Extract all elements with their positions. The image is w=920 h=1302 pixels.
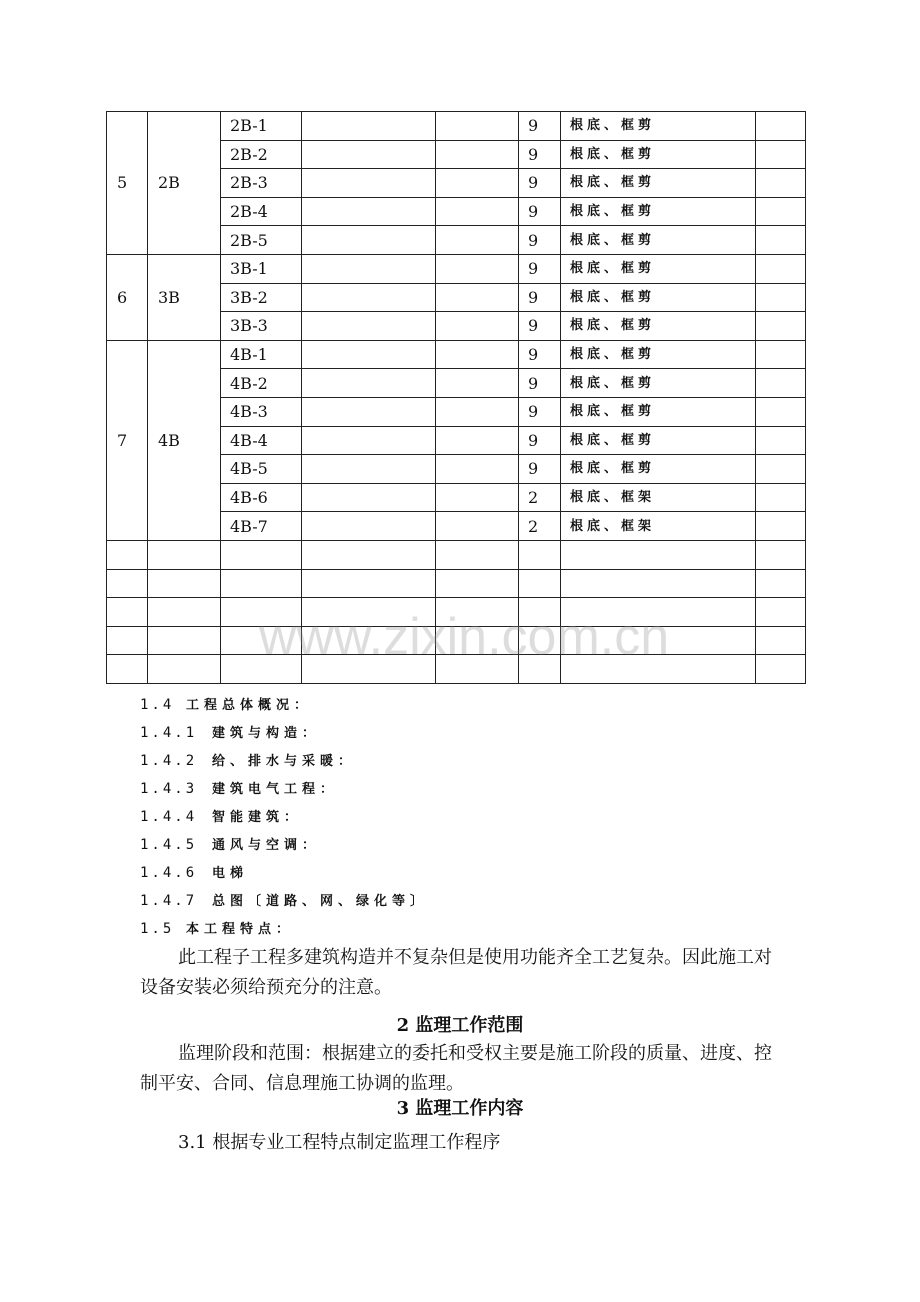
heading-content: 3 监理工作内容 [396,1098,524,1119]
empty-cell [436,626,519,655]
empty-cell [519,540,561,569]
floor-count-cell: 9 [519,197,561,226]
paragraph-procedure [140,1128,785,1158]
group-number-cell: 5 [107,112,148,255]
floor-count-cell: 9 [519,112,561,141]
empty-cell [519,655,561,684]
empty-cell [756,397,806,426]
unit-id-cell: 4B-1 [221,340,302,369]
empty-cell [302,426,436,455]
empty-cell [561,655,756,684]
floor-count-cell: 2 [519,512,561,541]
unit-id-cell: 2B-3 [221,169,302,198]
empty-cell [756,169,806,198]
empty-cell [302,569,436,598]
empty-cell [436,140,519,169]
empty-cell [756,483,806,512]
empty-table-row [107,598,806,627]
structure-type-cell: 根底、框剪 [561,169,756,198]
empty-cell [221,569,302,598]
outline-text: 智能建筑： [212,810,303,825]
outline-text: 建筑电气工程： [212,782,339,797]
empty-cell [436,598,519,627]
outline-number: 1.4.4 [140,809,198,825]
empty-cell [221,598,302,627]
structure-type-cell: 根底、框架 [561,483,756,512]
empty-cell [302,369,436,398]
empty-cell [107,598,148,627]
empty-cell [107,540,148,569]
empty-cell [148,655,221,684]
outline-item [140,831,428,859]
empty-cell [561,626,756,655]
structure-type-cell: 根底、框剪 [561,340,756,369]
empty-cell [436,312,519,341]
group-zone-cell: 3B [148,254,221,340]
section-outline [140,691,428,943]
structure-type-cell: 根底、框架 [561,512,756,541]
unit-id-cell: 4B-7 [221,512,302,541]
structure-type-cell: 根底、框剪 [561,140,756,169]
outline-number: 1.5 [140,921,175,937]
structure-type-cell: 根底、框剪 [561,369,756,398]
empty-cell [302,655,436,684]
structure-type-cell: 根底、框剪 [561,283,756,312]
empty-cell [561,598,756,627]
empty-cell [756,226,806,255]
empty-cell [302,512,436,541]
empty-cell [436,397,519,426]
empty-cell [302,340,436,369]
empty-table-row [107,655,806,684]
floor-count-cell: 9 [519,397,561,426]
empty-cell [519,626,561,655]
outline-text: 电梯 [212,866,249,881]
unit-id-cell: 4B-5 [221,455,302,484]
unit-id-cell: 3B-2 [221,283,302,312]
empty-cell [756,197,806,226]
empty-cell [302,226,436,255]
group-zone-cell: 4B [148,340,221,540]
unit-id-cell: 4B-4 [221,426,302,455]
empty-cell [756,283,806,312]
group-number-cell: 6 [107,254,148,340]
unit-id-cell: 2B-2 [221,140,302,169]
empty-cell [436,455,519,484]
paragraph-text: 3.1 根据专业工程特点制定监理工作程序 [178,1132,501,1153]
outline-number: 1.4.2 [140,753,198,769]
empty-cell [302,397,436,426]
structure-type-cell: 根底、框剪 [561,226,756,255]
watermark: www.zixin.com.cn [258,608,670,666]
empty-cell [756,569,806,598]
outline-number: 1.4.3 [140,781,198,797]
empty-cell [756,598,806,627]
empty-cell [302,197,436,226]
heading-scope: 2 监理工作范围 [396,1015,524,1036]
empty-cell [756,112,806,141]
structure-type-cell: 根底、框剪 [561,112,756,141]
floor-count-cell: 9 [519,169,561,198]
empty-cell [756,655,806,684]
structure-type-cell: 根底、框剪 [561,426,756,455]
structure-type-cell: 根底、框剪 [561,455,756,484]
empty-cell [436,197,519,226]
empty-cell [756,540,806,569]
floor-count-cell: 9 [519,455,561,484]
empty-table-row [107,569,806,598]
empty-cell [561,540,756,569]
empty-cell [436,483,519,512]
empty-cell [148,598,221,627]
outline-text: 通风与空调： [212,838,321,853]
empty-cell [436,254,519,283]
unit-id-cell: 4B-6 [221,483,302,512]
floor-count-cell: 9 [519,254,561,283]
table-row [107,112,806,141]
outline-item [140,859,428,887]
empty-cell [436,226,519,255]
paragraph-text: 监理阶段和范围：根据建立的委托和受权主要是施工阶段的质量、进度、控制平安、合同、信息理施工协调的监理。 [140,1043,772,1094]
empty-cell [756,512,806,541]
paragraph-project-features [140,943,785,1003]
empty-cell [436,655,519,684]
empty-cell [756,312,806,341]
unit-id-cell: 4B-3 [221,397,302,426]
empty-cell [302,626,436,655]
unit-table [106,111,806,684]
empty-cell [302,540,436,569]
empty-cell [436,569,519,598]
floor-count-cell: 9 [519,426,561,455]
empty-cell [302,312,436,341]
empty-cell [221,626,302,655]
empty-cell [436,369,519,398]
empty-cell [436,169,519,198]
outline-text: 工程总体概况： [186,698,313,713]
structure-type-cell: 根底、框剪 [561,397,756,426]
outline-number: 1.4.1 [140,725,198,741]
outline-text: 建筑与构造： [212,726,321,741]
paragraph-text: 此工程子工程多建筑构造并不复杂但是使用功能齐全工艺复杂。因此施工对设备安装必须给预充分的注意。 [140,947,772,998]
outline-item [140,775,428,803]
unit-id-cell: 2B-1 [221,112,302,141]
empty-cell [756,254,806,283]
outline-item [140,915,428,943]
table-row [107,340,806,369]
empty-cell [107,569,148,598]
empty-cell [302,140,436,169]
empty-cell [756,426,806,455]
outline-number: 1.4 [140,697,175,713]
outline-number: 1.4.5 [140,837,198,853]
outline-number: 1.4.6 [140,865,198,881]
empty-cell [756,626,806,655]
outline-text: 本工程特点： [186,922,295,937]
outline-number: 1.4.7 [140,893,198,909]
empty-cell [436,340,519,369]
unit-id-cell: 3B-1 [221,254,302,283]
empty-cell [221,540,302,569]
structure-type-cell: 根底、框剪 [561,312,756,341]
floor-count-cell: 9 [519,312,561,341]
empty-cell [436,426,519,455]
outline-item [140,803,428,831]
empty-cell [302,283,436,312]
empty-cell [302,169,436,198]
outline-text: 给、排水与采暖： [212,754,357,769]
empty-cell [148,626,221,655]
outline-text: 总图〔道路、网、绿化等〕 [212,894,429,909]
empty-cell [107,626,148,655]
empty-cell [519,569,561,598]
empty-table-row [107,626,806,655]
empty-cell [561,569,756,598]
empty-table-row [107,540,806,569]
paragraph-scope [140,1039,785,1099]
outline-item [140,691,428,719]
empty-cell [436,283,519,312]
empty-cell [756,369,806,398]
empty-cell [302,254,436,283]
empty-cell [436,112,519,141]
unit-id-cell: 3B-3 [221,312,302,341]
floor-count-cell: 9 [519,140,561,169]
floor-count-cell: 9 [519,340,561,369]
table-row [107,254,806,283]
unit-id-cell: 4B-2 [221,369,302,398]
empty-cell [519,598,561,627]
empty-cell [148,540,221,569]
empty-cell [302,598,436,627]
unit-id-cell: 2B-5 [221,226,302,255]
unit-id-cell: 2B-4 [221,197,302,226]
group-number-cell: 7 [107,340,148,540]
floor-count-cell: 9 [519,369,561,398]
empty-cell [302,455,436,484]
outline-item [140,747,428,775]
empty-cell [302,112,436,141]
floor-count-cell: 2 [519,483,561,512]
empty-cell [148,569,221,598]
floor-count-cell: 9 [519,226,561,255]
empty-cell [436,512,519,541]
empty-cell [302,483,436,512]
empty-cell [221,655,302,684]
empty-cell [756,340,806,369]
empty-cell [436,540,519,569]
floor-count-cell: 9 [519,283,561,312]
structure-type-cell: 根底、框剪 [561,197,756,226]
group-zone-cell: 2B [148,112,221,255]
structure-type-cell: 根底、框剪 [561,254,756,283]
empty-cell [756,455,806,484]
outline-item [140,719,428,747]
empty-cell [107,655,148,684]
empty-cell [756,140,806,169]
outline-item [140,887,428,915]
